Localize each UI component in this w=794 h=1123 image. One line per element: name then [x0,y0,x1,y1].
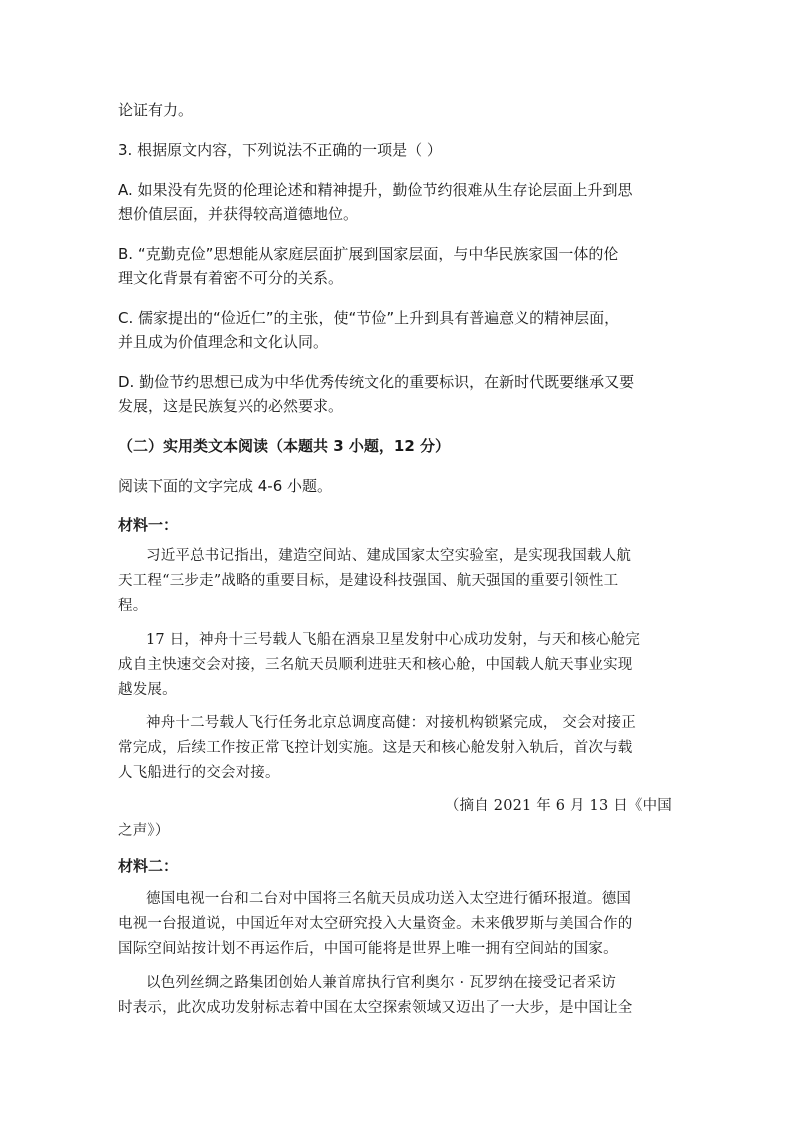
material-1-para-1-line-1: 习近平总书记指出，建造空间站、建成国家太空实验室，是实现我国载人航 [146,548,632,564]
question-3-stem: 3. 根据原文内容，下列说法不正确的一项是（ ） [118,141,442,159]
option-c-line-1: C. 儒家提出的“俭近仁”的主张，使“节俭”上升到具有普遍意义的精神层面， [118,309,620,327]
material-1-para-1-line-2: 天工程“三步走”战略的重要目标，是建设科技强国、航天强国的重要引领性工 [118,573,619,589]
option-d-line-1: D. 勤俭节约思想已成为中华优秀传统文化的重要标识，在新时代既要继承又要 [118,373,635,391]
source-citation-line-2: 之声》） [118,823,170,839]
material-1-para-3-line-2: 常完成，后续工作按正常飞控计划实施。这是天和核心舱发射入轨后，首次与载 [118,740,633,756]
material-1-para-2-line-2: 成自主快速交会对接，三名航天员顺利进驻天和核心舱，中国载人航天事业实现 [118,657,633,673]
option-c-line-2: 并且成为价值理念和文化认同。 [118,333,329,351]
material-2-para-1-line-3: 国际空间站按计划不再运作后，中国可能将是世界上唯一拥有空间站的国家。 [118,941,618,957]
option-d-line-2: 发展，这是民族复兴的必然要求。 [118,397,344,415]
material-1-para-1-line-3: 程。 [118,598,148,614]
option-a-line-2: 想价值层面，并获得较高道德地位。 [118,205,359,223]
material-1-para-2-line-1: 17 日，神舟十三号载人飞船在酒泉卫星发射中心成功发射，与天和核心舱完 [146,632,641,648]
material-1-label: 材料一： [118,516,179,534]
text-line: 论证有力。 [118,101,194,119]
material-2-label: 材料二： [118,857,179,875]
material-2-para-1-line-2: 电视一台报道说，中国近年对太空研究投入大量资金。未来俄罗斯与美国合作的 [118,916,633,932]
section-heading: （二）实用类文本阅读（本题共 3 小题，12 分） [118,437,450,455]
material-1-para-2-line-3: 越发展。 [118,682,177,698]
option-b-line-1: B. “克勤克俭”思想能从家庭层面扩展到国家层面，与中华民族家国一体的伦 [118,245,619,263]
material-2-para-1-line-1: 德国电视一台和二台对中国将三名航天员成功送入太空进行循环报道。德国 [146,891,632,907]
material-2-para-2-line-2: 时表示，此次成功发射标志着中国在太空探索领域又迈出了一大步，是中国让全 [118,1000,633,1016]
option-a-line-1: A. 如果没有先贤的伦理论述和精神提升，勤俭节约很难从生存论层面上升到思 [118,181,633,199]
material-1-para-3-line-3: 人飞船进行的交会对接。 [118,765,280,781]
source-citation-line-1: （摘自 2021 年 6 月 13 日《中国 [444,798,672,814]
instruction: 阅读下面的文字完成 4-6 小题。 [118,477,333,495]
material-2-para-2-line-1: 以色列丝绸之路集团创始人兼首席执行官利奥尔 · 瓦罗纳在接受记者采访 [146,975,617,991]
option-b-line-2: 理文化背景有着密不可分的关系。 [118,269,344,287]
material-1-para-3-line-1: 神舟十二号载人飞行任务北京总调度高健：对接机构锁紧完成， 交会对接正 [146,715,636,731]
